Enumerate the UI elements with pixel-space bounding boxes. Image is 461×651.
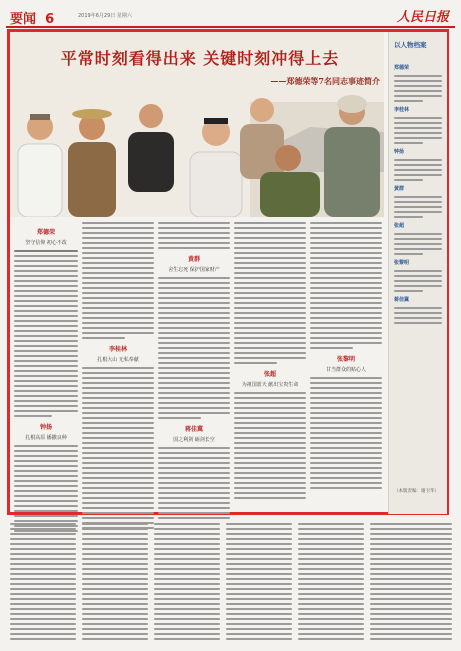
lower-column-3 bbox=[154, 523, 220, 643]
sidebar-name: 李桂林 bbox=[394, 107, 410, 113]
sidebar-name: 张黎明 bbox=[394, 260, 410, 266]
page-header bbox=[6, 6, 455, 28]
profile-subtitle: 为祖国蓝天 献出宝贵生命 bbox=[241, 382, 299, 388]
profile-name: 郑德荣 bbox=[36, 229, 55, 236]
sidebar-name: 蒋佳冀 bbox=[394, 297, 410, 303]
profile-name: 蒋佳冀 bbox=[184, 426, 203, 433]
article-column-4 bbox=[234, 222, 306, 502]
profile-subtitle: 坚守信仰 初心不改 bbox=[25, 240, 67, 246]
article-column-2 bbox=[82, 222, 154, 532]
article-column-1 bbox=[14, 222, 78, 535]
feature-headline: 平常时刻看得出来 关键时刻冲得上去 bbox=[60, 49, 340, 68]
article-column-3 bbox=[158, 222, 230, 522]
profile-name: 钟扬 bbox=[39, 424, 52, 431]
sidebar-name: 钟扬 bbox=[394, 149, 405, 155]
profile-subtitle: 扎根高原 播撒良种 bbox=[25, 435, 67, 441]
profile-subtitle: 舍生忘死 保护国家财产 bbox=[168, 267, 220, 273]
profile-name: 李桂林 bbox=[108, 346, 127, 353]
lower-column-6 bbox=[370, 523, 452, 643]
dateline: 2019年6月29日 星期六 bbox=[78, 13, 132, 19]
sidebar-text bbox=[394, 60, 442, 327]
lower-column-4 bbox=[226, 523, 292, 643]
newspaper-logo: 人民日报 bbox=[396, 10, 449, 25]
profile-subtitle: 扎根大山 无私奉献 bbox=[97, 357, 139, 363]
profile-name: 张超 bbox=[263, 371, 276, 378]
profile-name: 黄群 bbox=[187, 256, 200, 263]
profile-subtitle: 国之利剑 砺剑长空 bbox=[173, 437, 215, 443]
sidebar-title: 以人物档案 bbox=[394, 41, 427, 49]
sidebar-name: 郑德荣 bbox=[394, 65, 410, 71]
lower-column-2 bbox=[82, 523, 148, 643]
lower-column-5 bbox=[298, 523, 364, 643]
feature-subheadline: ——郑德荣等7名同志事迹简介 bbox=[270, 76, 380, 86]
sidebar-name: 张超 bbox=[394, 223, 405, 229]
lower-column-1 bbox=[10, 523, 76, 643]
section-label: 要闻 6 bbox=[10, 12, 55, 27]
sidebar-name: 黄群 bbox=[394, 186, 405, 192]
profile-name: 张黎明 bbox=[336, 356, 355, 363]
lower-page-area bbox=[6, 519, 456, 647]
editor-credit: （本版责编：谢卫华） bbox=[394, 489, 439, 494]
profile-subtitle: 甘当群众的贴心人 bbox=[325, 367, 366, 373]
article-column-5 bbox=[310, 222, 382, 492]
